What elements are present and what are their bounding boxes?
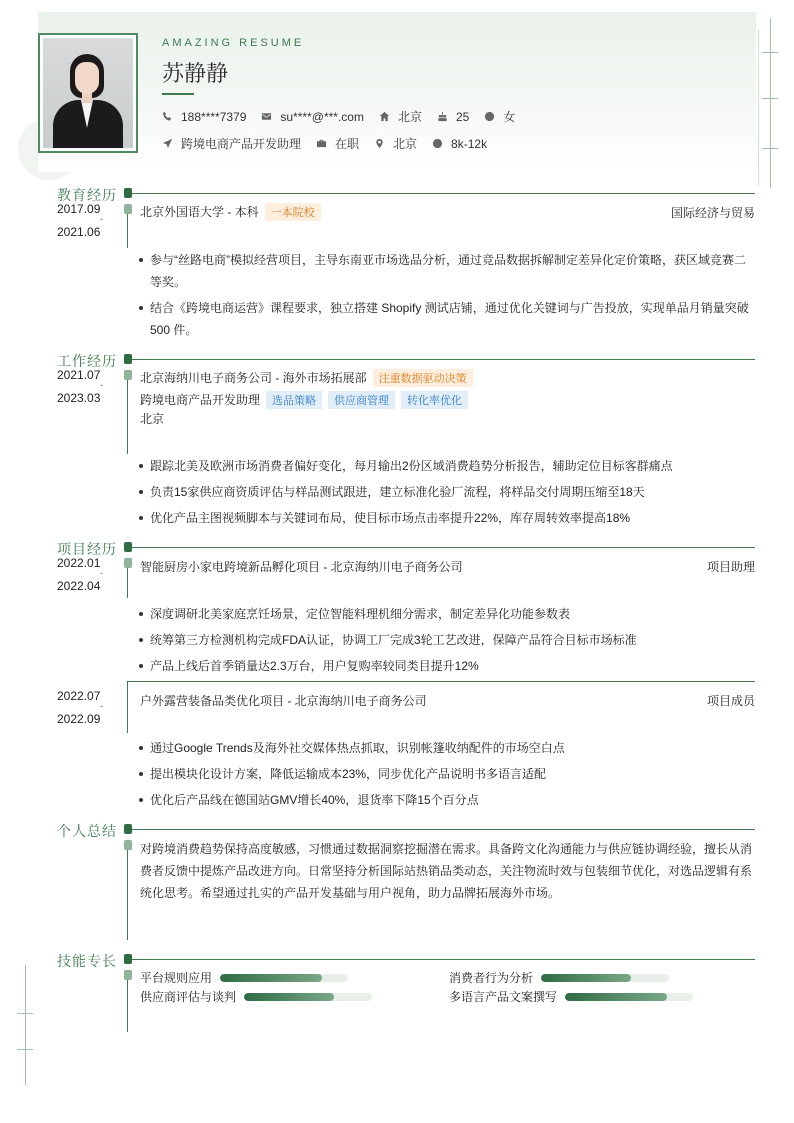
avatar [38, 33, 138, 153]
money-icon [432, 138, 443, 149]
list-item: 通过Google Trends及海外社交媒体热点抓取，识别帐篷收纳配件的市场空白点 [138, 737, 750, 759]
project-name: 智能厨房小家电跨境新品孵化项目 - 北京海纳川电子商务公司 [140, 560, 463, 574]
contact-age: 25 [437, 110, 469, 124]
work-end-date: 2023.03 [57, 391, 101, 405]
list-item: 优化产品主图视频脚本与关键词布局，使目标市场点击率提升22%，库存周转效率提高18% [138, 507, 750, 529]
education-major: 国际经济与贸易 [670, 206, 755, 220]
timeline-marker [124, 204, 132, 214]
candidate-name: 苏静静 [162, 62, 229, 87]
list-item-continuation: 500 件。 [150, 323, 198, 337]
mail-icon [261, 111, 272, 122]
skill-level-fill [541, 974, 631, 982]
education-end-date: 2021.06 [57, 225, 101, 239]
section-title-education: 教育经历 [57, 187, 117, 203]
skill-level-fill [565, 993, 667, 1001]
timeline-line [127, 214, 128, 248]
cake-icon [437, 111, 448, 122]
location-icon [374, 138, 385, 149]
decorative-line [770, 18, 771, 188]
work-city: 北京 [140, 412, 165, 426]
skill-tag: 转化率优化 [401, 391, 468, 409]
send-icon [162, 138, 173, 149]
work-company-tag: 注重数据驱动决策 [373, 369, 473, 387]
work-company: 北京海纳川电子商务公司 - 海外市场拓展部 注重数据驱动决策 [140, 369, 473, 387]
timeline-marker [124, 354, 132, 364]
project-start-date: 2022.01 [57, 556, 101, 570]
contact-email: su****@***.com [261, 110, 364, 124]
date-separator: - [100, 380, 103, 390]
skill-tag: 选品策略 [266, 391, 322, 409]
phone-icon [162, 111, 173, 122]
timeline-marker [124, 558, 132, 568]
contact-gender: 女 [484, 108, 515, 125]
skill-level-fill [220, 974, 322, 982]
section-title-summary: 个人总结 [57, 823, 117, 839]
project-end-date: 2022.09 [57, 712, 101, 726]
section-divider [131, 829, 755, 830]
list-item: 深度调研北美家庭烹饪场景，定位智能料理机细分需求，制定差异化功能参数表 [138, 603, 750, 625]
skill-item: 平台规则应用 [140, 969, 348, 986]
skill-level-fill [244, 993, 334, 1001]
timeline-marker [124, 954, 132, 964]
section-divider [131, 359, 755, 360]
timeline-marker [124, 370, 132, 380]
list-item-continuation: 等奖。 [150, 275, 187, 289]
briefcase-icon [316, 138, 327, 149]
job-intent-row [162, 135, 502, 152]
project-role: 项目助理 [706, 560, 755, 574]
skill-level-bar [244, 993, 372, 1001]
list-item: 优化后产品线在德国站GMV增长40%，退货率下降15个百分点 [138, 789, 750, 811]
project-divider [127, 681, 755, 682]
intent-status: 在职 [316, 135, 359, 152]
section-title-skills: 技能专长 [57, 953, 117, 969]
decorative-line [17, 1049, 33, 1050]
section-divider [131, 959, 755, 960]
decorative-line [17, 1013, 33, 1014]
skill-item: 消费者行为分析 [449, 969, 669, 986]
intent-city: 北京 [374, 135, 417, 152]
section-title-projects: 项目经历 [57, 541, 117, 557]
decorative-line [762, 148, 778, 149]
project-name: 户外露营装备品类优化项目 - 北京海纳川电子商务公司 [140, 694, 427, 708]
timeline-marker [124, 970, 132, 980]
skill-level-bar [565, 993, 693, 1001]
timeline-marker [124, 188, 132, 198]
date-separator: - [100, 214, 103, 224]
timeline-line [127, 681, 128, 733]
list-item: 结合《跨境电商运营》课程要求，独立搭建 Shopify 测试店铺，通过优化关键词与广告投放，实现单品月销量突破 [138, 297, 750, 319]
project-role: 项目成员 [706, 694, 755, 708]
work-start-date: 2021.07 [57, 368, 101, 382]
timeline-marker [124, 824, 132, 834]
list-item: 提出模块化设计方案，降低运输成本23%，同步优化产品说明书多语言适配 [138, 763, 750, 785]
list-item: 统筹第三方检测机构完成FDA认证，协调工厂完成3轮工艺改进，保障产品符合目标市场标准 [138, 629, 750, 651]
project-start-date: 2022.07 [57, 689, 101, 703]
skill-level-bar [220, 974, 348, 982]
contact-info-row [162, 108, 530, 125]
education-tag: 一本院校 [265, 203, 321, 221]
skill-tag: 供应商管理 [328, 391, 395, 409]
timeline-marker [124, 542, 132, 552]
gender-icon [484, 111, 495, 122]
project-end-date: 2022.04 [57, 579, 101, 593]
timeline-line [127, 568, 128, 598]
list-item: 产品上线后首季销量达2.3万台，用户复购率较同类目提升12% [138, 655, 750, 677]
timeline-line [127, 980, 128, 1032]
name-underline [162, 93, 194, 95]
section-title-work: 工作经历 [57, 353, 117, 369]
date-separator: - [100, 568, 103, 578]
timeline-marker [124, 840, 132, 850]
contact-city: 北京 [379, 108, 422, 125]
intent-salary: 8k-12k [432, 137, 487, 151]
summary-text: 对跨境消费趋势保持高度敏感，习惯通过数据洞察挖掘潜在需求。具备跨文化沟通能力与供应链协调经验，擅长从消 费者反馈中提炼产品改进方向。日常坚持分析国际站热销品类动态，关注物流时效与包装细节优化，对选品逻辑有系 统化思考。希望通过扎实的产品开发基础与用户视角，助力品牌拓展海外市场。 [140, 842, 753, 900]
list-item: 参与“丝路电商”模拟经营项目，主导东南亚市场选品分析，通过竞品数据拆解制定差异化定价策略，获区域竞赛二 [138, 249, 750, 271]
intent-position: 跨境电商产品开发助理 [162, 135, 301, 152]
home-icon [379, 111, 390, 122]
decorative-line [758, 30, 759, 185]
list-item: 负责15家供应商资质评估与样品测试跟进，建立标准化验厂流程，将样品交付周期压缩至18天 [138, 481, 750, 503]
decorative-line [762, 52, 778, 53]
decorative-line [25, 965, 26, 1085]
education-school: 北京外国语大学 - 本科 一本院校 [140, 203, 321, 221]
decorative-line [762, 98, 778, 99]
skill-level-bar [541, 974, 669, 982]
resume-tagline: AMAZING RESUME [162, 37, 305, 49]
timeline-line [127, 850, 128, 940]
education-start-date: 2017.09 [57, 202, 101, 216]
date-separator: - [100, 701, 103, 711]
timeline-line [127, 380, 128, 454]
section-divider [131, 547, 755, 548]
work-role: 跨境电商产品开发助理 选品策略 供应商管理 转化率优化 [140, 391, 468, 409]
section-divider [131, 193, 755, 194]
skill-item: 多语言产品文案撰写 [449, 988, 693, 1005]
list-item: 跟踪北美及欧洲市场消费者偏好变化，每月输出2份区域消费趋势分析报告，辅助定位目标客群痛点 [138, 455, 750, 477]
profile-photo [43, 38, 133, 148]
skill-item: 供应商评估与谈判 [140, 988, 372, 1005]
contact-phone: 188****7379 [162, 110, 246, 124]
